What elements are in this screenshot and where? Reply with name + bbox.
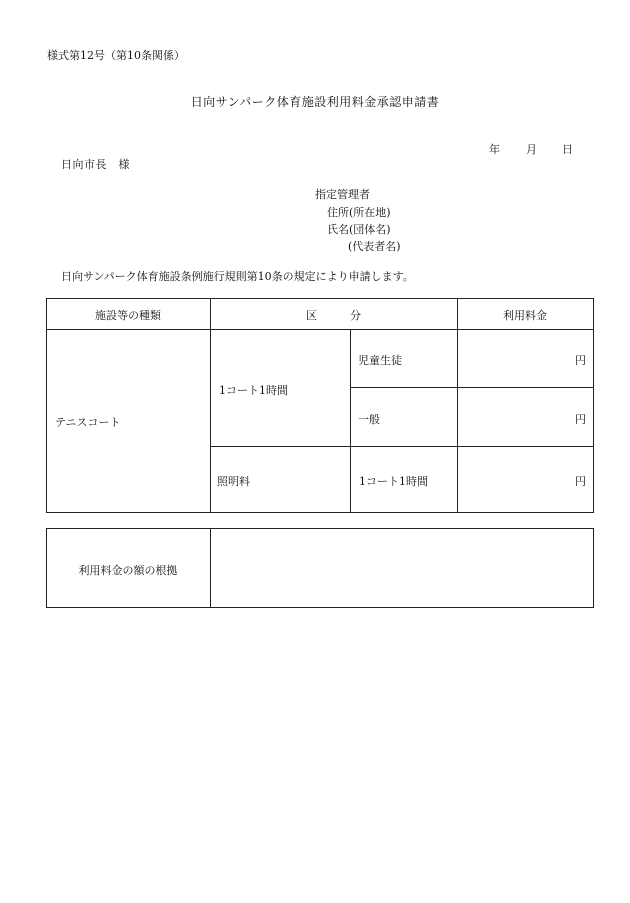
header-fee: 利用料金: [503, 309, 547, 322]
date-month-label: 月: [526, 143, 537, 156]
basis-table-border-right: [593, 528, 594, 608]
applicant-name-label: 氏名(団体名): [327, 223, 391, 236]
basis-table-border-top: [46, 528, 594, 529]
court-unit: 1コート1時間: [219, 384, 288, 397]
document-title: 日向サンパーク体育施設利用料金承認申請書: [190, 95, 440, 109]
applicant-role-label: 指定管理者: [315, 188, 370, 201]
fee-table-col-divider-2: [350, 329, 351, 513]
fee-basis-label: 利用料金の額の根拠: [78, 564, 178, 577]
fee-table-border-bottom: [46, 512, 594, 513]
lighting-fee-label: 照明料: [217, 475, 250, 488]
applicant-representative-label: (代表者名): [348, 240, 401, 253]
fee-table-lighting-divider: [210, 446, 594, 447]
fee-table-border-right: [593, 298, 594, 513]
application-statement: 日向サンパーク体育施設条例施行規則第10条の規定により申請します。: [61, 270, 414, 283]
fee-table-header-divider: [46, 329, 594, 330]
basis-table-border-bottom: [46, 607, 594, 608]
fee-students-yen: 円: [575, 354, 586, 367]
fee-table-border-left: [46, 298, 47, 513]
fee-table-subrow-divider: [350, 387, 594, 388]
applicant-address-label: 住所(所在地): [327, 206, 391, 219]
date-year-label: 年: [489, 143, 500, 156]
form-number: 様式第12号（第10条関係）: [47, 49, 185, 62]
fee-table-border-top: [46, 298, 594, 299]
header-facility-type: 施設等の種類: [95, 309, 161, 322]
facility-name: テニスコート: [55, 416, 121, 429]
fee-lighting-yen: 円: [575, 475, 586, 488]
addressee: 日向市長 様: [61, 158, 130, 171]
fee-table-col-divider-1: [210, 298, 211, 513]
date-day-label: 日: [562, 143, 573, 156]
lighting-unit: 1コート1時間: [359, 475, 428, 488]
subcategory-general: 一般: [358, 413, 380, 426]
basis-table-col-divider: [210, 528, 211, 608]
header-category: 区 分: [306, 309, 361, 322]
subcategory-students: 児童生徒: [358, 354, 402, 367]
fee-general-yen: 円: [575, 413, 586, 426]
